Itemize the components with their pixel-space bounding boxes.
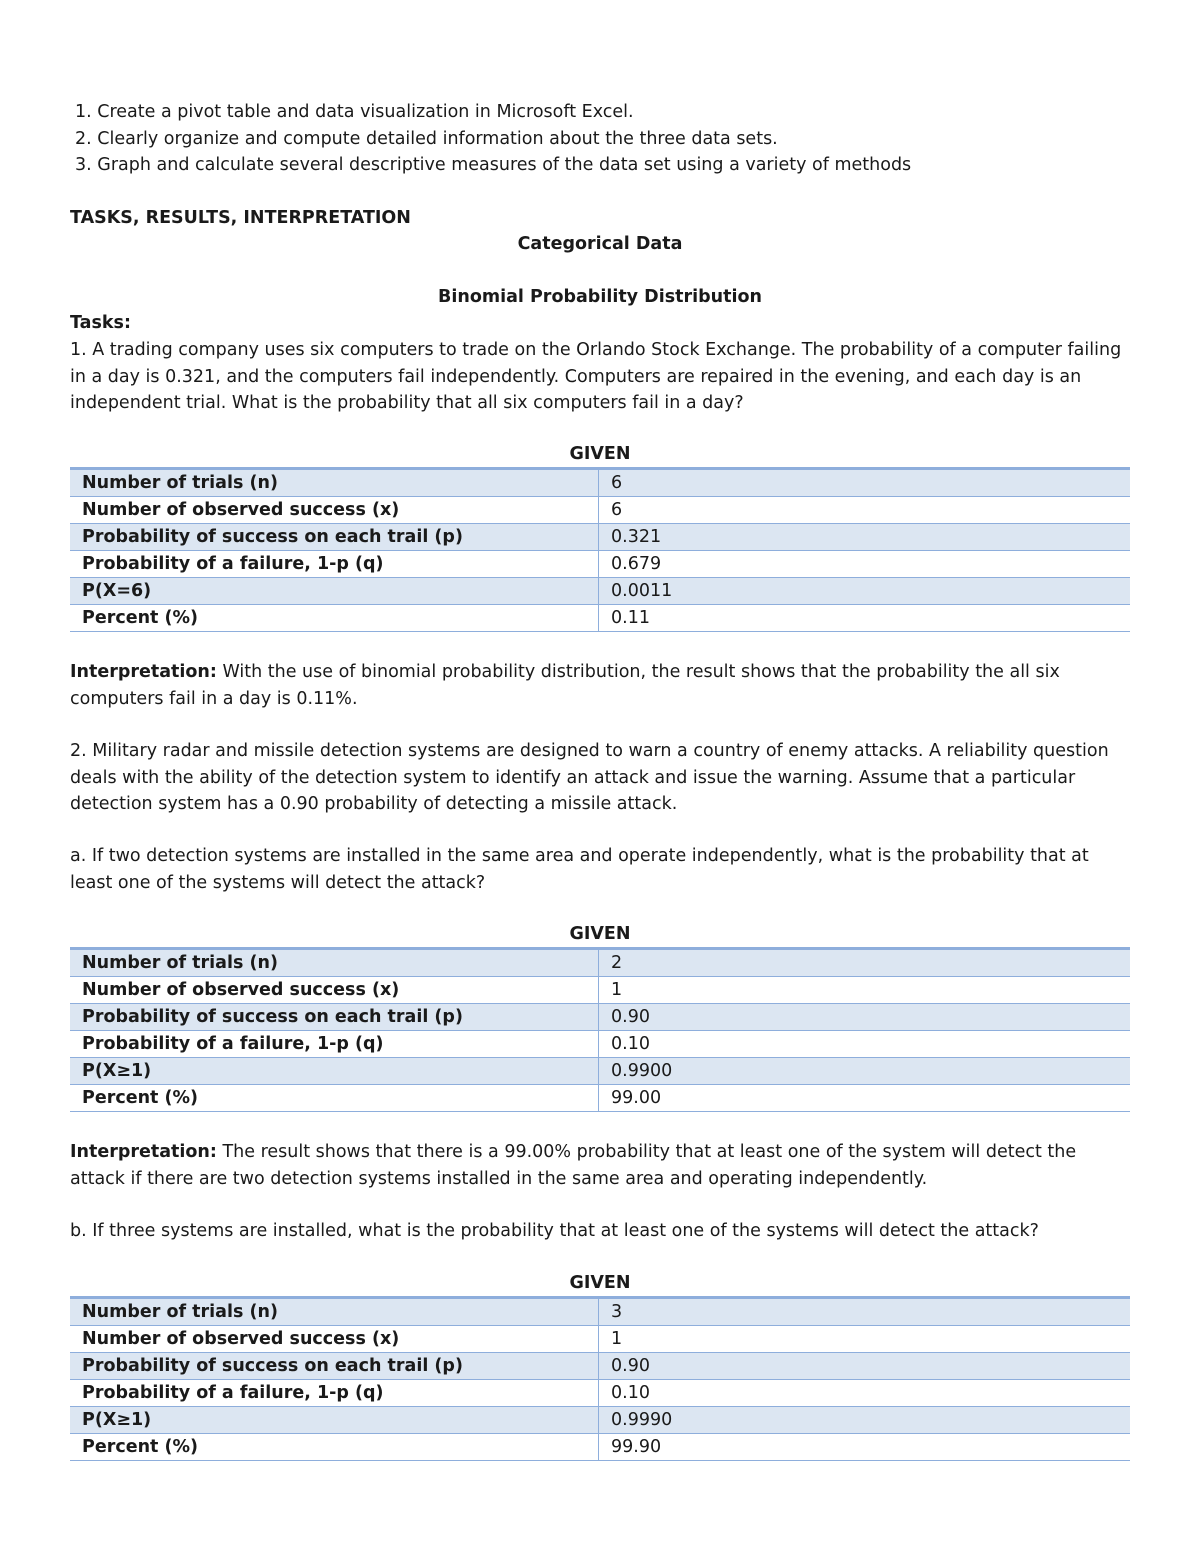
interpretation-label: Interpretation: (70, 1142, 217, 1162)
table-row (70, 469, 1130, 497)
objective-item: 3. Graph and calculate several descriptive measures of the data set using a variety of methods (75, 155, 912, 175)
binomial-title: Binomial Probability Distribution (438, 287, 762, 307)
table-label: Number of observed success (x) (70, 1326, 599, 1353)
table-label: Probability of success on each trail (p) (70, 524, 599, 551)
section-heading: TASKS, RESULTS, INTERPRETATION (70, 208, 411, 228)
table-row (70, 551, 1130, 578)
interpretation-2 (70, 1139, 1130, 1192)
table-row (70, 605, 1130, 632)
given-label-1: GIVEN (569, 444, 631, 464)
table-row (70, 949, 1130, 977)
table-row (70, 578, 1130, 605)
table-label: Number of observed success (x) (70, 497, 599, 524)
table-label: Number of trials (n) (70, 469, 599, 497)
table-value: 0.10 (599, 1031, 1131, 1058)
objective-item: 1. Create a pivot table and data visualization in Microsoft Excel. (75, 102, 634, 122)
table-row (70, 1434, 1130, 1461)
table-value: 0.9900 (599, 1058, 1131, 1085)
table-row (70, 1031, 1130, 1058)
given-table-1 (70, 467, 1130, 632)
table-label: P(X≥1) (70, 1058, 599, 1085)
table-row (70, 497, 1130, 524)
tasks-label: Tasks: (70, 313, 131, 333)
table-value: 3 (599, 1298, 1131, 1326)
table-label: Probability of a failure, 1-p (q) (70, 551, 599, 578)
table-label: Probability of success on each trail (p) (70, 1004, 599, 1031)
objectives-list (70, 99, 1130, 179)
table-row (70, 1380, 1130, 1407)
table-row (70, 524, 1130, 551)
table-value: 6 (599, 469, 1131, 497)
table-label: Probability of success on each trail (p) (70, 1353, 599, 1380)
table-value: 0.9990 (599, 1407, 1131, 1434)
table-row (70, 1353, 1130, 1380)
table-value: 0.10 (599, 1380, 1131, 1407)
table-row (70, 1326, 1130, 1353)
categorical-title: Categorical Data (517, 234, 683, 254)
task1-text: 1. A trading company uses six computers to trade on the Orlando Stock Exchange. The probability of a computer failing in a day is 0.321, and the computers fail independently. Computers are repaired in the evening, and each day is an independent trial. What is the probability that all six computers fail in a day? (70, 340, 1122, 413)
table-row (70, 1407, 1130, 1434)
task2-text: 2. Military radar and missile detection systems are designed to warn a country of enemy attacks. A reliability question deals with the ability of the detection system to identify an attack and issue the warning. Assume that a particular detection system has a 0.90 probability of detecting a missile attack. (70, 741, 1109, 814)
table-row (70, 1085, 1130, 1112)
given-label-3: GIVEN (569, 1273, 631, 1293)
table-value: 2 (599, 949, 1131, 977)
objective-item: 2. Clearly organize and compute detailed information about the three data sets. (75, 128, 778, 149)
table-label: Percent (%) (70, 605, 599, 632)
table-row (70, 977, 1130, 1004)
task2a-text: a. If two detection systems are installed in the same area and operate independently, what is the probability that at least one of the systems will detect the attack? (70, 846, 1089, 893)
table-value: 0.679 (599, 551, 1131, 578)
table-row (70, 1058, 1130, 1085)
table-row (70, 1298, 1130, 1326)
table-value: 1 (599, 977, 1131, 1004)
given-label-2: GIVEN (569, 924, 631, 944)
table-value: 99.00 (599, 1085, 1131, 1112)
table-value: 0.321 (599, 524, 1131, 551)
table-value: 0.90 (599, 1004, 1131, 1031)
table-label: P(X=6) (70, 578, 599, 605)
interpretation-text: With the use of binomial probability distribution, the result shows that the probability the all six computers fail in a day is 0.11%. (70, 662, 1060, 709)
table-value: 0.11 (599, 605, 1131, 632)
table-label: Number of trials (n) (70, 949, 599, 977)
table-label: P(X≥1) (70, 1407, 599, 1434)
table-value: 99.90 (599, 1434, 1131, 1461)
given-table-3 (70, 1296, 1130, 1461)
table-label: Number of observed success (x) (70, 977, 599, 1004)
table-label: Probability of a failure, 1-p (q) (70, 1380, 599, 1407)
table-row (70, 1004, 1130, 1031)
table-label: Percent (%) (70, 1085, 599, 1112)
interpretation-text: The result shows that there is a 99.00% probability that at least one of the system will detect the attack if there are two detection systems installed in the same area and operating independently. (70, 1142, 1077, 1189)
table-label: Probability of a failure, 1-p (q) (70, 1031, 599, 1058)
interpretation-label: Interpretation: (70, 662, 217, 682)
given-table-2 (70, 947, 1130, 1112)
table-label: Number of trials (n) (70, 1298, 599, 1326)
table-value: 6 (599, 497, 1131, 524)
table-value: 0.90 (599, 1353, 1131, 1380)
table-value: 1 (599, 1326, 1131, 1353)
table-label: Percent (%) (70, 1434, 599, 1461)
table-value: 0.0011 (599, 578, 1131, 605)
interpretation-1 (70, 659, 1130, 712)
task2b-text: b. If three systems are installed, what is the probability that at least one of the systems will detect the attack? (70, 1221, 1039, 1241)
